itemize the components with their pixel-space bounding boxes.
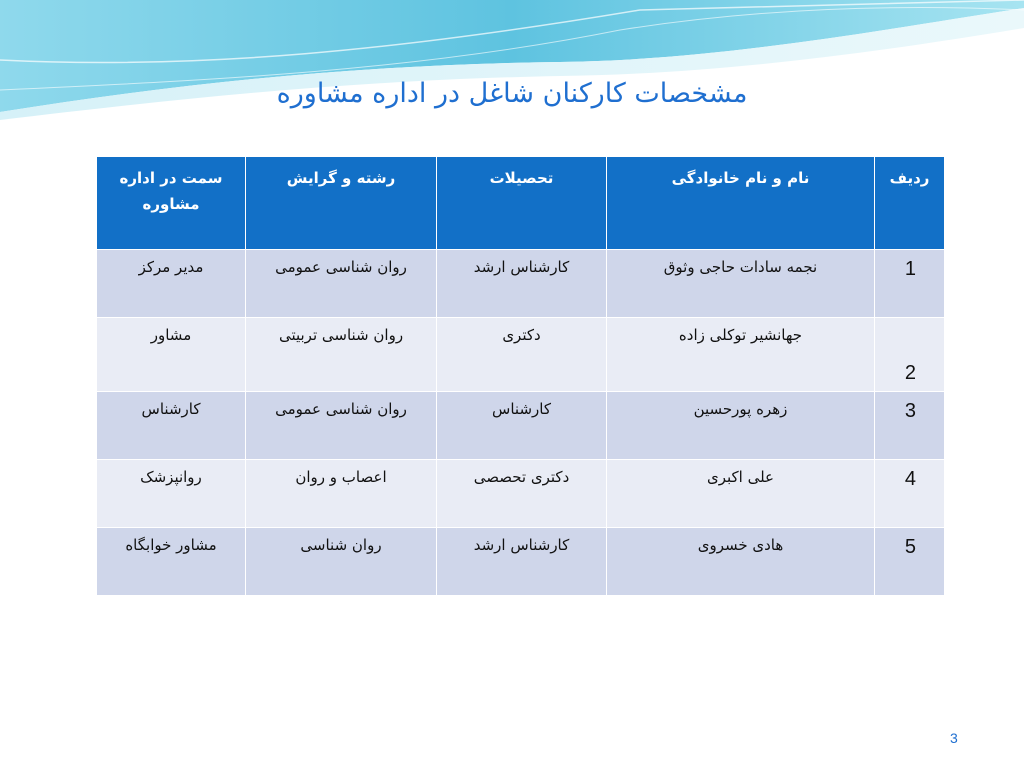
cell-name: نجمه سادات حاجی وثوق [607, 250, 875, 318]
cell-index: 1 [875, 250, 945, 318]
cell-field: روان شناسی تربیتی [246, 318, 437, 392]
table-row [97, 250, 945, 318]
cell-field: روان شناسی عمومی [246, 392, 437, 460]
cell-education: دکتری [437, 318, 607, 392]
header-name: نام و نام خانوادگی [607, 157, 875, 250]
table-row [97, 318, 945, 392]
cell-field: اعصاب و روان [246, 460, 437, 528]
cell-name: هادی خسروی [607, 528, 875, 596]
cell-index: 4 [875, 460, 945, 528]
table-header-row [97, 157, 945, 250]
cell-position: کارشناس [97, 392, 246, 460]
cell-index: 2 [875, 318, 945, 392]
cell-position: روانپزشک [97, 460, 246, 528]
cell-field: روان شناسی عمومی [246, 250, 437, 318]
staff-table [96, 156, 945, 596]
table-row [97, 528, 945, 596]
cell-position: مشاور خوابگاه [97, 528, 246, 596]
header-position: سمت در اداره مشاوره [97, 157, 246, 250]
cell-index: 3 [875, 392, 945, 460]
cell-name: جهانشیر توکلی زاده [607, 318, 875, 392]
header-field: رشته و گرایش [246, 157, 437, 250]
slide-title: مشخصات کارکنان شاغل در اداره مشاوره [276, 78, 748, 109]
cell-position: مشاور [97, 318, 246, 392]
cell-index: 5 [875, 528, 945, 596]
cell-name: علی اکبری [607, 460, 875, 528]
cell-education: کارشناس [437, 392, 607, 460]
cell-education: کارشناس ارشد [437, 528, 607, 596]
cell-name: زهره پورحسین [607, 392, 875, 460]
cell-position: مدیر مرکز [97, 250, 246, 318]
page-number: 3 [950, 730, 958, 746]
cell-education: دکتری تحصصی [437, 460, 607, 528]
cell-education: کارشناس ارشد [437, 250, 607, 318]
cell-field: روان شناسی [246, 528, 437, 596]
header-index: ردیف [875, 157, 945, 250]
table-row [97, 392, 945, 460]
header-education: تحصیلات [437, 157, 607, 250]
table-row [97, 460, 945, 528]
